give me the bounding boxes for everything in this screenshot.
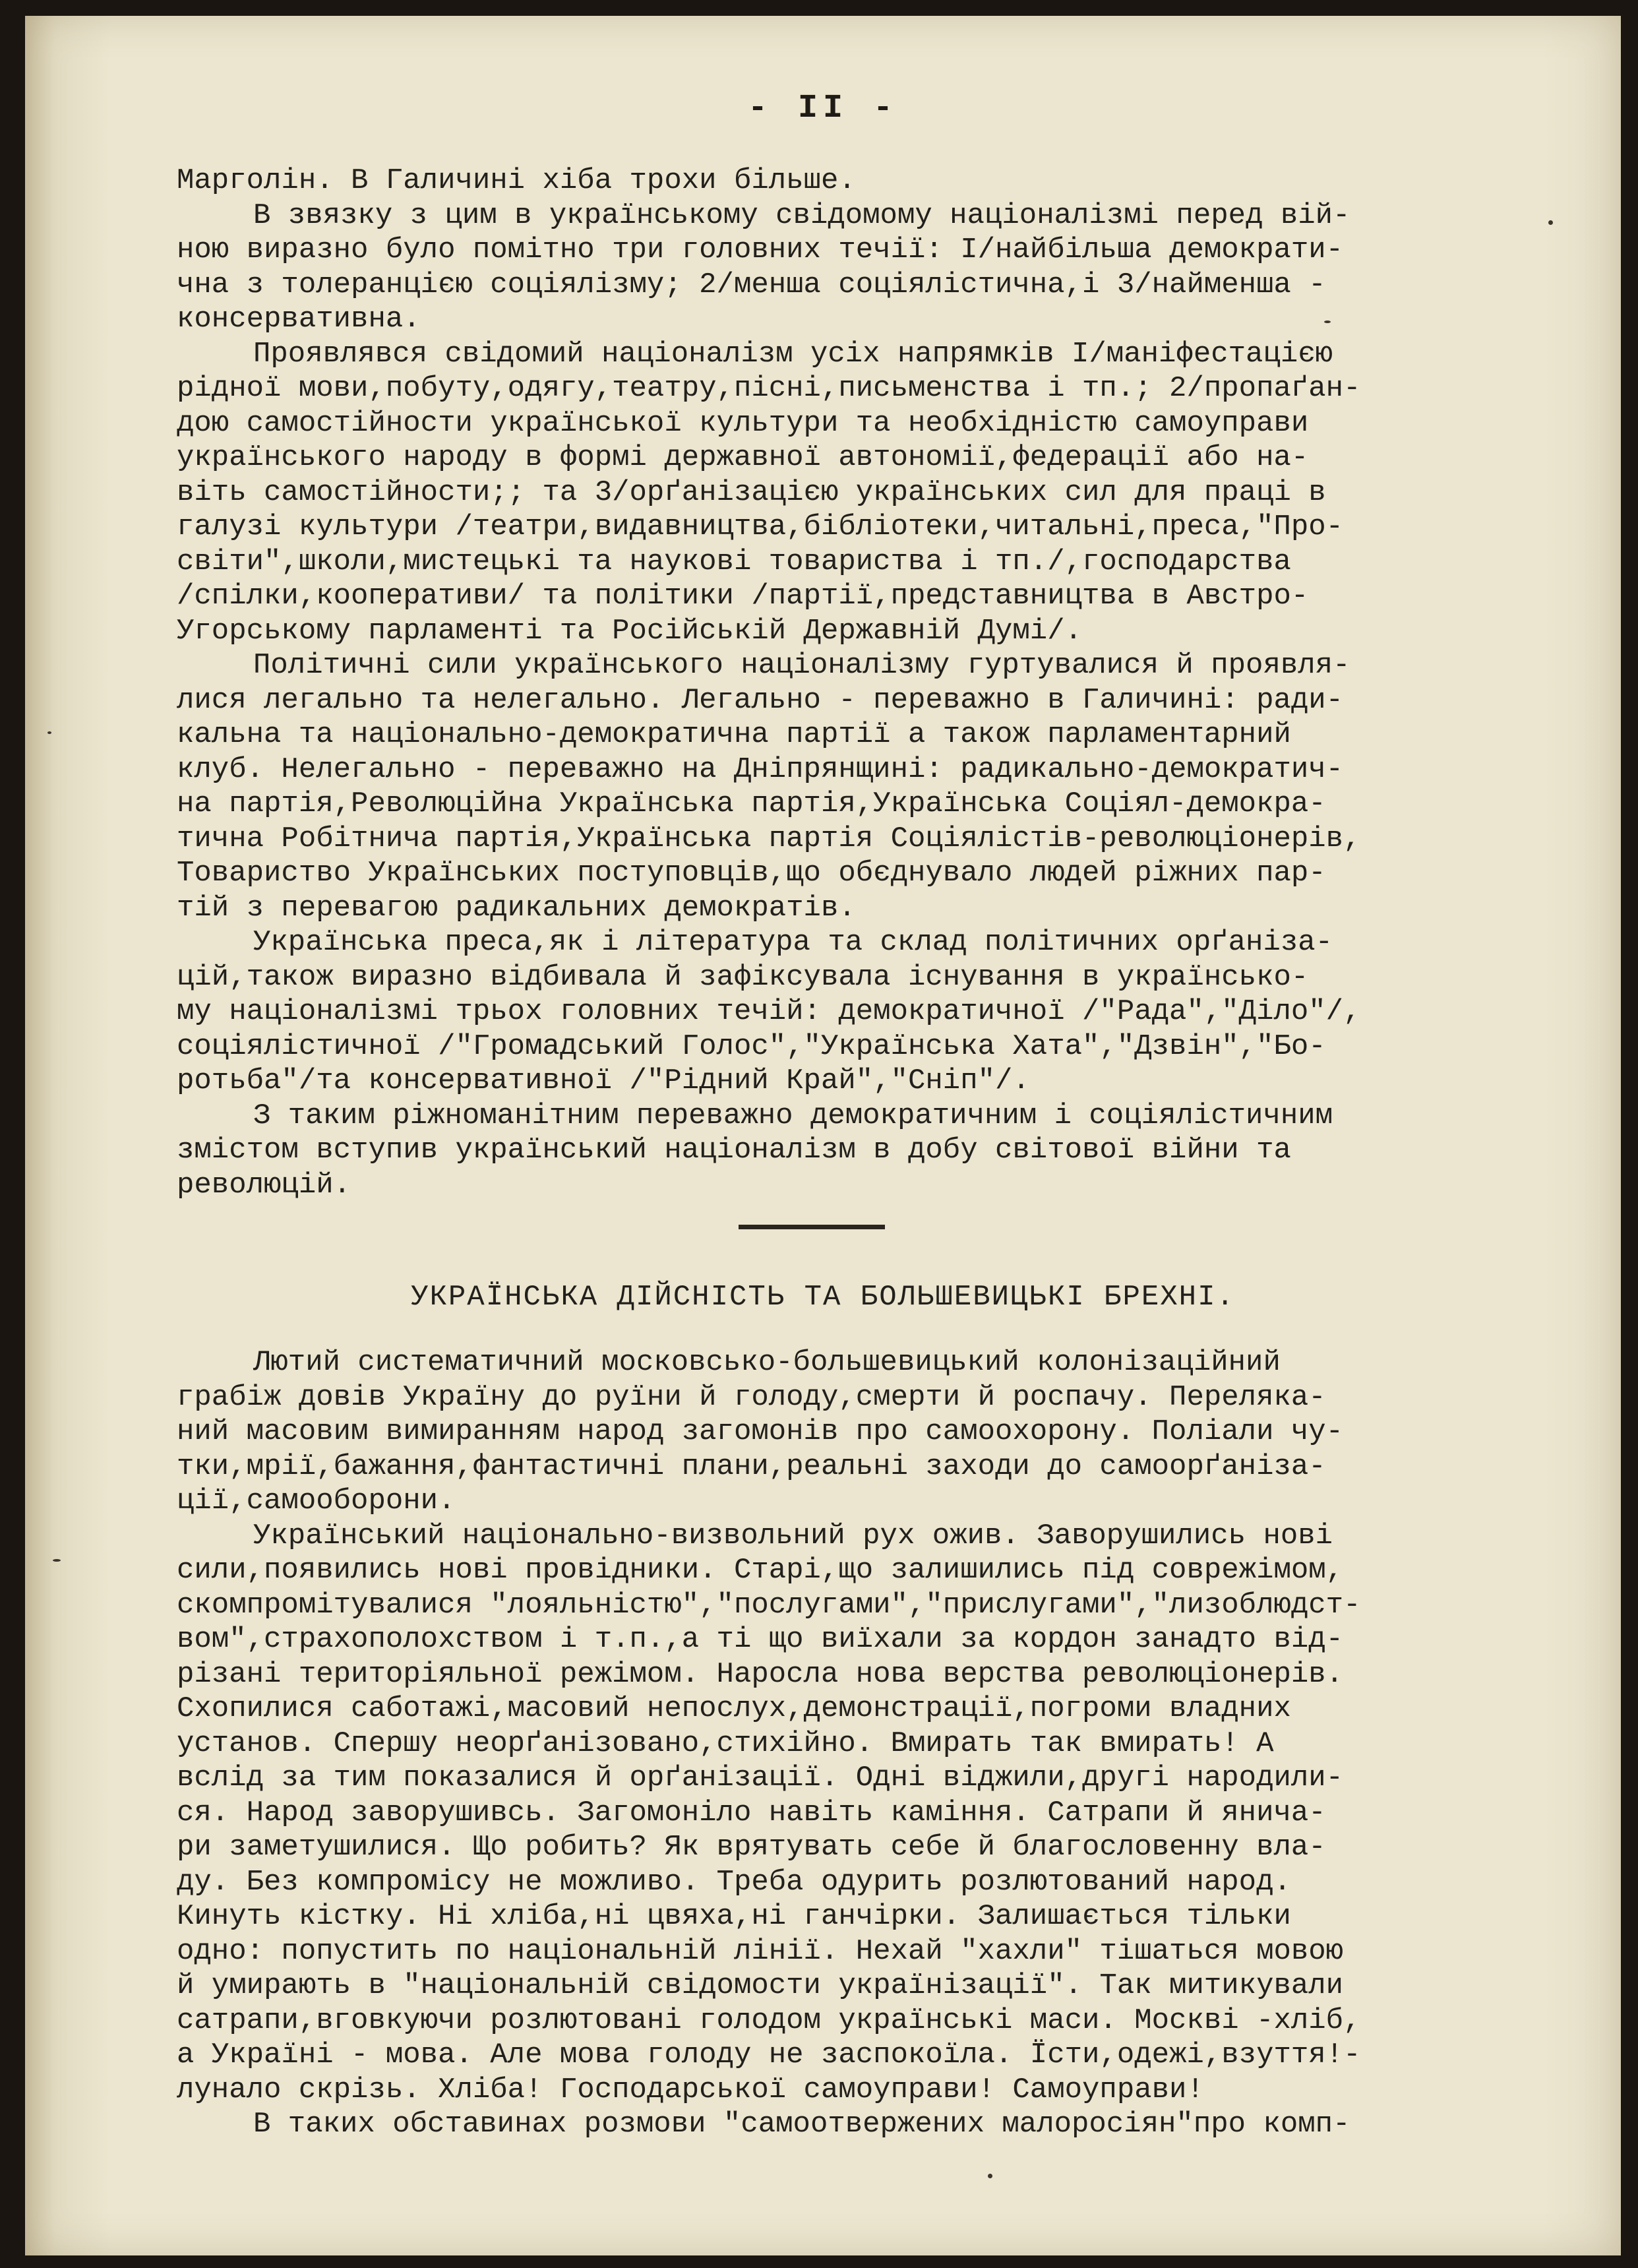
text-line: змістом вступив український націоналізм в добу світової війни та — [177, 1134, 1291, 1167]
text-line: ною виразно було помітно три головних течії: І/найбільша демократи- — [177, 233, 1344, 266]
section-2-text — [177, 1345, 1548, 2142]
text-line: вом",страхополохством і т.п.,а ті що виїхали за кордон занадто від- — [177, 1623, 1344, 1656]
document-page — [25, 16, 1621, 2255]
text-line: Політичні сили українського націоналізму гуртувалися й проявля- — [253, 649, 1350, 682]
text-line: а Україні - мова. Але мова голоду не заспокоїла. Їсти,одежі,взуття!- — [177, 2038, 1361, 2071]
text-line: /спілки,кооперативи/ та політики /партії,представництва в Австро- — [177, 580, 1309, 613]
text-line: З таким ріжноманітним переважно демократичним і соціялістичним — [253, 1099, 1333, 1132]
text-line: одно: попустить по національній лінії. Нехай "хахли" тішаться мовою — [177, 1934, 1344, 1968]
text-line: революцій. — [177, 1168, 351, 1202]
text-line: грабіж довів Україну до руїни й голоду,смерти й роспачу. Переляка- — [177, 1380, 1326, 1414]
text-line: Товариство Українських поступовців,що обєднувало людей ріжних пар- — [177, 857, 1326, 890]
text-line: консервативна. — [177, 303, 421, 336]
text-line: кальна та національно-демократична партії а також парламентарний — [177, 718, 1291, 751]
text-line: тична Робітнича партія,Українська партія Соціялістів-революціонерів, — [177, 822, 1361, 855]
text-line: В таких обставинах розмови "самоотвержених малоросіян"про комп- — [253, 2108, 1350, 2141]
text-line: Український національно-визвольний рух ожив. Заворушились нові — [253, 1519, 1333, 1552]
text-line: ний масовим вимиранням народ загомонів про самоохорону. Поліали чу- — [177, 1415, 1344, 1448]
text-line: установ. Спершу неорґанізовано,стихійно. Вмирать так вмирать! А — [177, 1727, 1274, 1760]
section-1-text — [177, 164, 1548, 1202]
text-line: галузі культури /театри,видавництва,бібліотеки,читальні,преса,"Про- — [177, 510, 1344, 543]
section-heading: УКРАЇНСЬКА ДІЙСНІСТЬ ТА БОЛЬШЕВИЦЬКІ БРЕХНІ. — [411, 1281, 1235, 1314]
text-line: ротьба"/та консервативної /"Рідний Край","Сніп"/. — [177, 1064, 1030, 1097]
text-line: ся. Народ заворушивсь. Загомоніло навіть каміння. Сатрапи й яничa- — [177, 1796, 1326, 1829]
paper-speck — [988, 2174, 992, 2178]
paper-speck — [1324, 321, 1331, 323]
text-line: різані територіяльної режімом. Наросла нова верства революціонерів. — [177, 1657, 1344, 1691]
text-line: му націоналізмі трьох головних течій: демократичної /"Рада","Діло"/, — [177, 995, 1361, 1028]
text-line: Марголін. В Галичині хіба трохи більше. — [177, 164, 856, 197]
text-line: цій,також виразно відбивала й зафіксувала існування в українсько- — [177, 960, 1309, 994]
text-line: сатрапи,вговкуючи розлютовані голодом українські маси. Москві -хліб, — [177, 2004, 1361, 2037]
text-line: чна з толеранцією соціялізму; 2/менша соціялістична,і 3/найменша - — [177, 268, 1326, 301]
paper-speck — [1548, 220, 1553, 225]
section-separator — [739, 1225, 885, 1229]
text-line: ри заметушилися. Що робить? Як врятувать себе й благословенну вла- — [177, 1831, 1326, 1864]
text-line: лися легально та нелегально. Легально - переважно в Галичині: ради- — [177, 683, 1344, 717]
text-line: скомпромітувалися "лояльністю","послугами","прислугами","лизоблюдст- — [177, 1588, 1361, 1622]
text-line: тій з перевагою радикальних демократів. — [177, 891, 856, 925]
text-line: Схопилися саботажі,масовий непослух,демонстрації,погроми владних — [177, 1692, 1291, 1725]
text-line: сили,появились нові провідники. Старі,що залишились під соврежімом, — [177, 1554, 1344, 1587]
text-line: дою самостійности української культури та необхідністю самоуправи — [177, 406, 1309, 440]
page-number: - II - — [747, 90, 899, 127]
text-line: Лютий систематичний московсько-большевицький колонізаційний — [253, 1346, 1281, 1379]
paper-speck — [47, 731, 51, 734]
text-line: вслід за тим показалися й орґанізації. Одні віджили,другі народили- — [177, 1762, 1344, 1794]
text-line: рідної мови,побуту,одягу,театру,пісні,письменства і тп.; 2/пропаґан- — [177, 372, 1361, 405]
text-line: Угорському парламенті та Російській Державній Думі/. — [177, 614, 1083, 648]
text-line: віть самостійности;; та 3/орґанізацією українських сил для праці в — [177, 475, 1326, 509]
text-line: тки,мрії,бажання,фантастичні плани,реальні заходи до самоорґаніза- — [177, 1450, 1326, 1483]
text-line: В звязку з цим в українському свідомому націоналізмі перед вій- — [253, 199, 1350, 232]
text-line: Українська преса,як і література та склад політичних орґаніза- — [253, 926, 1333, 959]
text-line: на партія,Революційна Українська партія,Українська Соціял-демокра- — [177, 787, 1326, 820]
text-line: ду. Без компромісу не можливо. Треба одурить розлютований народ. — [177, 1865, 1291, 1899]
text-line: лунало скрізь. Хліба! Господарської самоуправи! Самоуправи! — [177, 2073, 1204, 2106]
text-line: українського народу в формі державної автономії,федерації або на- — [177, 441, 1309, 474]
text-line: Проявлявся свідомий націоналізм усіх напрямків І/маніфестацією — [253, 337, 1333, 371]
text-line: клуб. Нелегально - переважно на Дніпрянщині: радикально-демократич- — [177, 752, 1344, 786]
text-line: ції,самооборони. — [177, 1485, 456, 1517]
text-line: Кинуть кістку. Ні хліба,ні цвяха,ні ганчірки. Залишається тільки — [177, 1900, 1291, 1933]
paper-speck — [53, 1559, 61, 1562]
text-line: соціялістичної /"Громадський Голос","Українська Хата","Дзвін","Бо- — [177, 1029, 1326, 1063]
text-line: й умирають в "національній свідомости українізації". Так митикували — [177, 1969, 1344, 2002]
text-line: світи",школи,мистецькі та наукові товариства і тп./,господарства — [177, 545, 1291, 578]
